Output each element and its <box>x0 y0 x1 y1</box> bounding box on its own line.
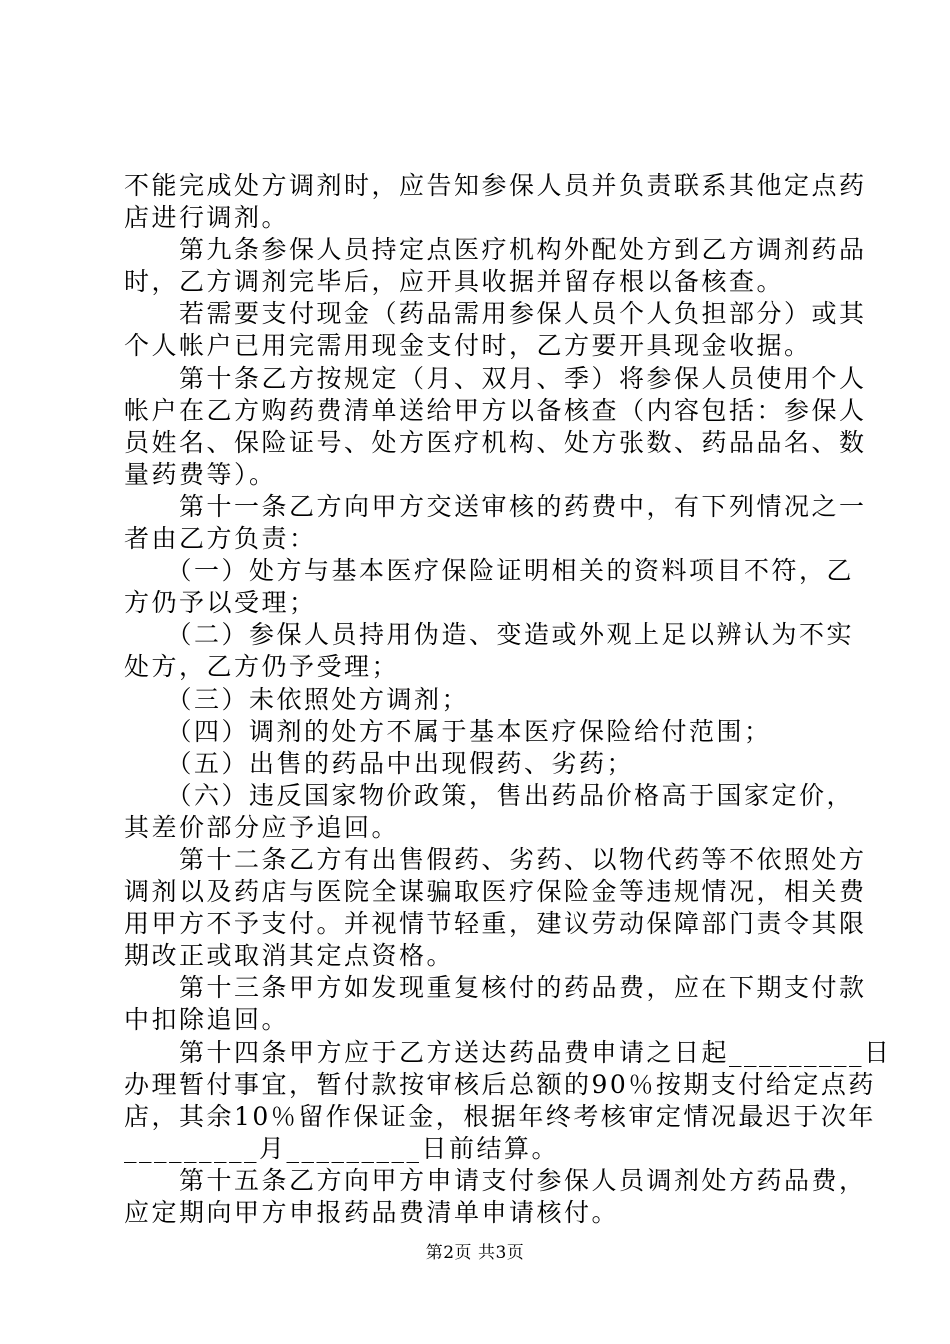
text-line: （五）出售的药品中出现假药、劣药； <box>124 748 635 778</box>
text-line: 中扣除追回。 <box>124 1005 290 1035</box>
text-line: 帐户在乙方购药费清单送给甲方以备核查（内容包括：参保人 <box>124 395 867 425</box>
document-body <box>124 170 892 1229</box>
text-line: 期改正或取消其定点资格。 <box>124 941 455 971</box>
text-line: 第十二条乙方有出售假药、劣药、以物代药等不依照处方 <box>124 844 867 874</box>
text-line: _________月_________日前结算。 <box>124 1133 560 1163</box>
text-line: 第十一条乙方向甲方交送审核的药费中，有下列情况之一 <box>124 491 867 521</box>
text-line: 时，乙方调剂完毕后，应开具收据并留存根以备核查。 <box>124 267 785 297</box>
text-line: 应定期向甲方申报药品费清单申请核付。 <box>124 1198 620 1227</box>
text-line: 员姓名、保险证号、处方医疗机构、处方张数、药品品名、数 <box>124 427 867 457</box>
text-line: （一）处方与基本医疗保险证明相关的资料项目不符，乙 <box>124 556 855 586</box>
text-line: 第十四条甲方应于乙方送达药品费申请之日起_________日 <box>124 1037 892 1067</box>
text-line: 办理暂付事宜，暂付款按审核后总额的90％按期支付给定点药 <box>124 1069 876 1099</box>
page-footer <box>0 1243 950 1263</box>
text-line: 不能完成处方调剂时，应告知参保人员并负责联系其他定点药 <box>124 171 867 200</box>
text-line: （六）违反国家物价政策，售出药品价格高于国家定价， <box>124 780 855 810</box>
text-line: 第十条乙方按规定（月、双月、季）将参保人员使用个人 <box>124 363 867 393</box>
text-line: （四）调剂的处方不属于基本医疗保险给付范围； <box>124 716 772 746</box>
page-number-label: 第2页 共3页 <box>425 1243 525 1263</box>
text-line: 第十五条乙方向甲方申请支付参保人员调剂处方药品费， <box>124 1165 867 1195</box>
text-line: 第九条参保人员持定点医疗机构外配处方到乙方调剂药品 <box>124 235 867 265</box>
text-line: （三）未依照处方调剂； <box>124 684 470 714</box>
text-line: 者由乙方负责： <box>124 524 317 554</box>
text-line: 处方，乙方仍予受理； <box>124 652 400 682</box>
text-line: 店，其余10％留作保证金，根据年终考核审定情况最迟于次年 <box>124 1101 876 1131</box>
text-line: 店进行调剂。 <box>124 203 290 233</box>
text-line: 其差价部分应予追回。 <box>124 812 400 842</box>
text-line: 调剂以及药店与医院全谋骗取医疗保险金等违规情况，相关费 <box>124 877 867 907</box>
text-line: 第十三条甲方如发现重复核付的药品费，应在下期支付款 <box>124 973 867 1003</box>
text-line: 用甲方不予支付。并视情节轻重，建议劳动保障部门责令其限 <box>124 909 867 939</box>
text-line: 若需要支付现金（药品需用参保人员个人负担部分）或其 <box>124 299 867 329</box>
text-line: 个人帐户已用完需用现金支付时，乙方要开具现金收据。 <box>124 331 812 361</box>
text-line: （二）参保人员持用伪造、变造或外观上足以辨认为不实 <box>124 620 855 650</box>
text-line: 量药费等）。 <box>124 459 277 489</box>
text-line: 方仍予以受理； <box>124 588 317 618</box>
